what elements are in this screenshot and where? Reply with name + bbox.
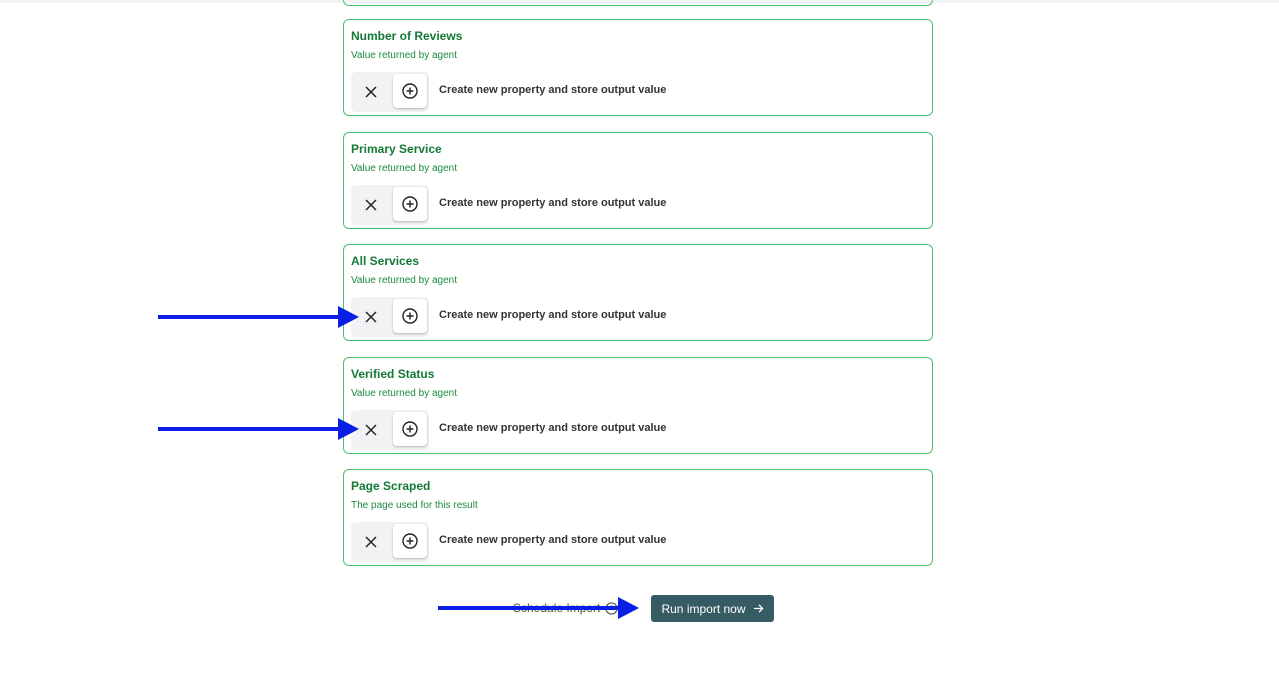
- plus-circle-icon: [402, 533, 418, 549]
- mapping-card-verified-status: [343, 357, 933, 454]
- close-icon: [365, 424, 377, 436]
- skip-button[interactable]: [351, 185, 391, 225]
- mapping-card-primary-service: [343, 132, 933, 229]
- arrow-right-icon: [753, 603, 764, 614]
- mapping-toggle: [351, 522, 429, 562]
- plus-circle-icon: [402, 421, 418, 437]
- close-icon: [365, 86, 377, 98]
- mapping-toggle: [351, 185, 429, 225]
- mapping-toggle: [351, 297, 429, 337]
- skip-button[interactable]: [351, 72, 391, 112]
- card-subtitle: Value returned by agent: [351, 388, 458, 399]
- skip-button[interactable]: [351, 522, 391, 562]
- card-subtitle: The page used for this result: [351, 500, 478, 511]
- card-title: Primary Service: [351, 142, 442, 156]
- card-title: Number of Reviews: [351, 29, 463, 43]
- mapping-toggle: [351, 410, 429, 450]
- annotation-arrow-verified-status: [158, 417, 360, 441]
- plus-circle-icon: [402, 83, 418, 99]
- card-title: Page Scraped: [351, 479, 431, 493]
- action-label: Create new property and store output value: [439, 197, 667, 209]
- card-subtitle: Value returned by agent: [351, 50, 458, 61]
- create-property-button[interactable]: [393, 74, 427, 108]
- card-title: All Services: [351, 254, 420, 268]
- close-icon: [365, 311, 377, 323]
- plus-circle-icon: [402, 196, 418, 212]
- annotation-arrow-all-services: [158, 305, 360, 329]
- plus-circle-icon: [402, 308, 418, 324]
- create-property-button[interactable]: [393, 299, 427, 333]
- action-label: Create new property and store output value: [439, 422, 667, 434]
- action-label: Create new property and store output value: [439, 309, 667, 321]
- action-label: Create new property and store output value: [439, 534, 667, 546]
- mapping-card-all-services: [343, 244, 933, 341]
- action-label: Create new property and store output value: [439, 84, 667, 96]
- run-import-label: Run import now: [661, 601, 746, 616]
- close-icon: [365, 199, 377, 211]
- card-title: Verified Status: [351, 367, 435, 381]
- run-import-now-button[interactable]: [651, 595, 774, 622]
- close-icon: [365, 536, 377, 548]
- mapping-toggle: [351, 72, 429, 112]
- previous-card-partial: [343, 0, 933, 6]
- create-property-button[interactable]: [393, 524, 427, 558]
- mapping-card-number-of-reviews: [343, 19, 933, 116]
- card-subtitle: Value returned by agent: [351, 163, 458, 174]
- create-property-button[interactable]: [393, 187, 427, 221]
- create-property-button[interactable]: [393, 412, 427, 446]
- annotation-arrow-run-import: [438, 596, 640, 620]
- card-subtitle: Value returned by agent: [351, 275, 458, 286]
- mapping-card-page-scraped: [343, 469, 933, 566]
